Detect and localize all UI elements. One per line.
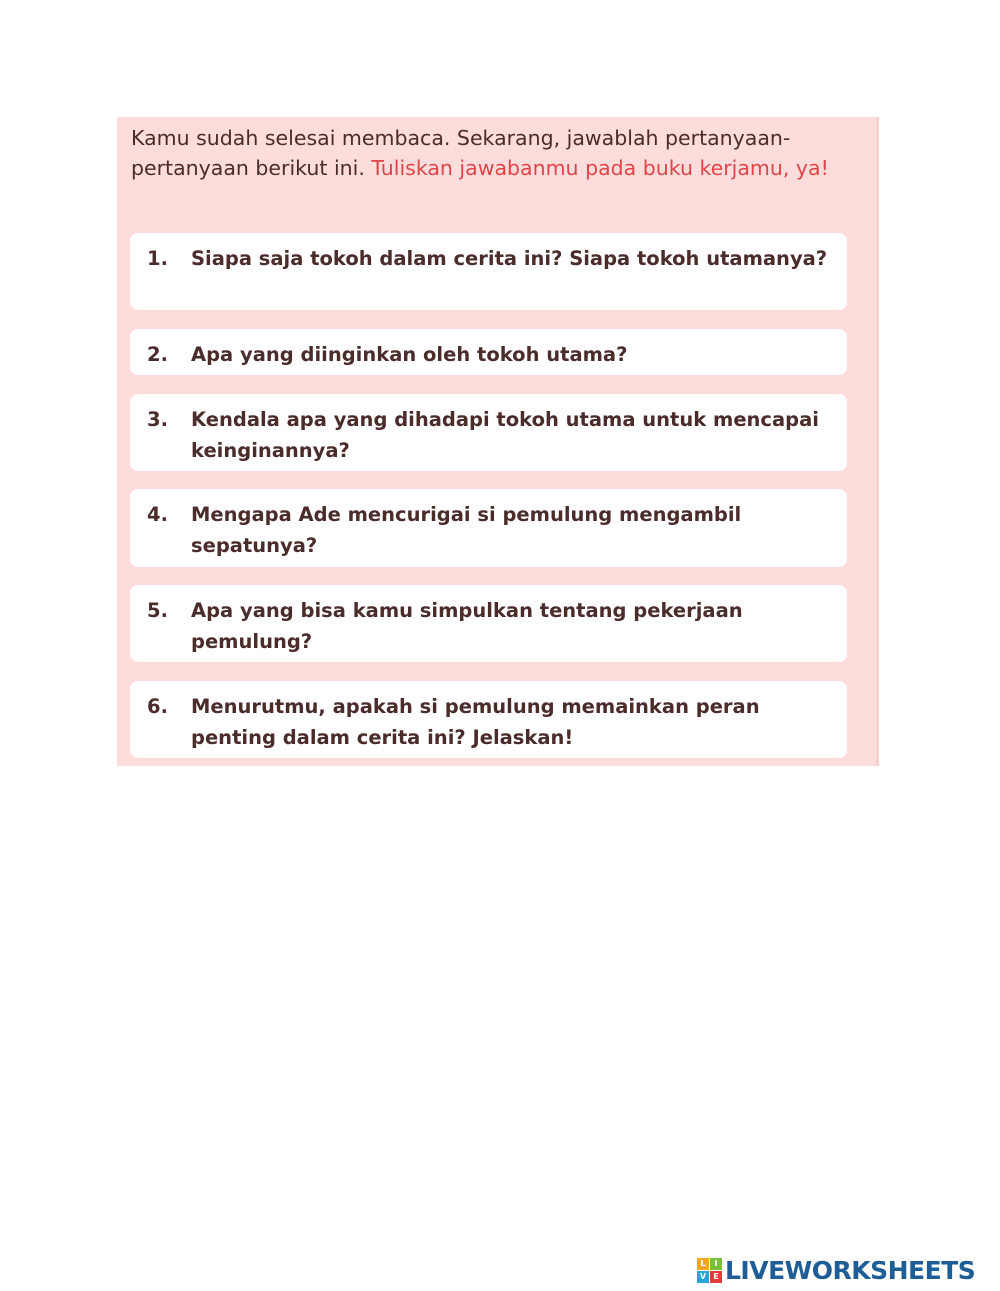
question-number: 6.: [147, 695, 168, 718]
intro-instruction: Kamu sudah selesai membaca. Sekarang, jawablah pertanyaan-pertanyaan berikut ini.: [131, 126, 791, 180]
logo-tile: L: [697, 1258, 709, 1270]
question-text: Siapa saja tokoh dalam cerita ini? Siapa tokoh utamanya?: [191, 247, 828, 270]
question-card: [130, 681, 847, 758]
question-number: 2.: [147, 343, 168, 366]
logo-tile: E: [710, 1271, 722, 1283]
logo-tile: V: [697, 1271, 709, 1283]
liveworksheets-logo-icon: [697, 1258, 722, 1283]
question-text: Kendala apa yang dihadapi tokoh utama untuk mencapai keinginannya?: [191, 408, 819, 462]
question-text: Mengapa Ade mencurigai si pemulung mengambil sepatunya?: [191, 503, 742, 557]
liveworksheets-brand[interactable]: [697, 1255, 975, 1285]
question-number: 5.: [147, 599, 168, 622]
question-text: Apa yang diinginkan oleh tokoh utama?: [191, 343, 628, 366]
logo-tile: I: [710, 1258, 722, 1270]
question-card: [130, 233, 847, 310]
question-text: Menurutmu, apakah si pemulung memainkan peran penting dalam cerita ini? Jelaskan!: [191, 695, 760, 749]
intro-highlight: Tuliskan jawabanmu pada buku kerjamu, ya!: [371, 156, 829, 180]
question-panel: [117, 117, 879, 766]
question-card: [130, 329, 847, 375]
panel-edge: [876, 117, 879, 766]
intro-text: [131, 123, 871, 183]
question-number: 4.: [147, 503, 168, 526]
question-card: [130, 489, 847, 567]
question-number: 1.: [147, 247, 168, 270]
question-text: Apa yang bisa kamu simpulkan tentang pekerjaan pemulung?: [191, 599, 743, 653]
question-number: 3.: [147, 408, 168, 431]
question-card: [130, 585, 847, 662]
brand-name: LIVEWORKSHEETS: [725, 1255, 976, 1285]
question-card: [130, 394, 847, 471]
